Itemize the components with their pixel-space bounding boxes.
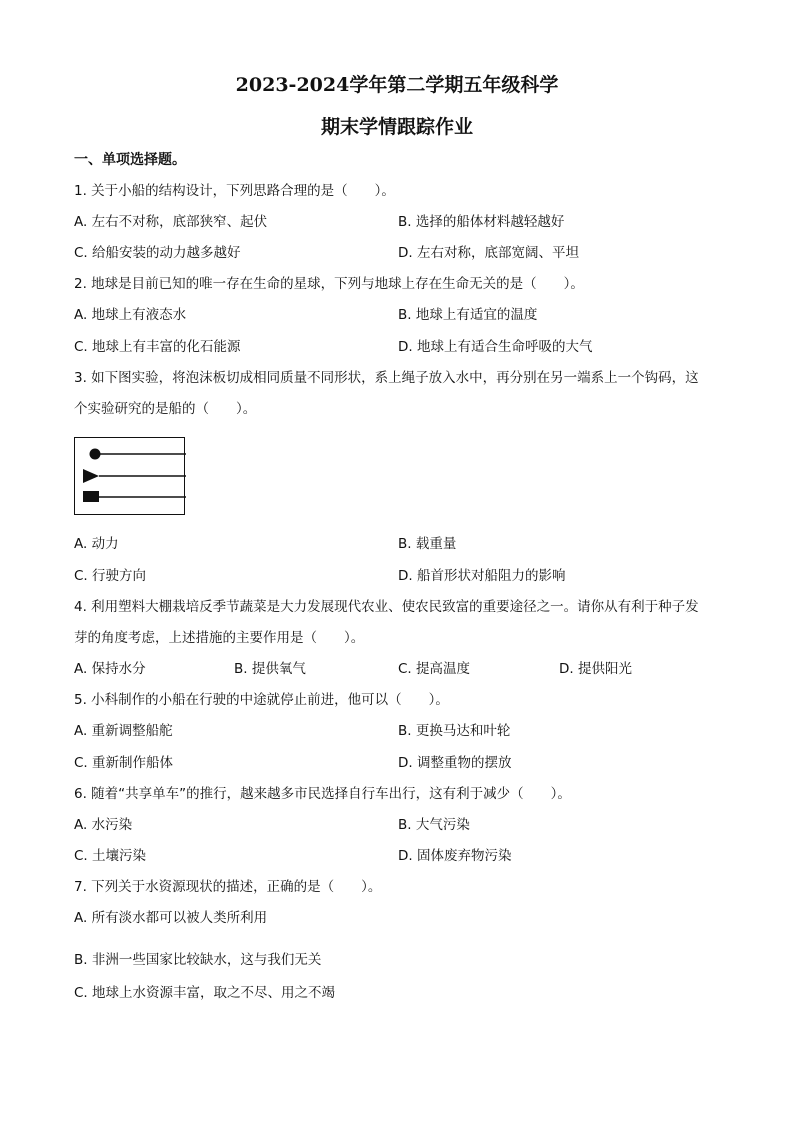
question-5-option-b: B. 更换马达和叶轮 (398, 723, 511, 739)
question-2-option-b: B. 地球上有适宜的温度 (398, 307, 538, 323)
circle-shape-icon (90, 449, 101, 460)
question-4-stem-line2: 芽的角度考虑，上述措施的主要作用是（ ）。 (74, 630, 365, 646)
question-2-option-c: C. 地球上有丰富的化石能源 (74, 339, 241, 355)
question-4-option-d: D. 提供阳光 (559, 661, 632, 677)
question-3-option-d: D. 船首形状对船阻力的影响 (398, 568, 566, 584)
question-3-option-a: A. 动力 (74, 536, 119, 552)
experiment-figure (74, 437, 185, 515)
question-3-option-c: C. 行驶方向 (74, 568, 147, 584)
question-7-option-b: B. 非洲一些国家比较缺水，这与我们无关 (74, 952, 322, 968)
question-6-stem: 6. 随着“共享单车”的推行，越来越多市民选择自行车出行，这有利于减少（ ）。 (74, 786, 571, 802)
question-3-stem-line2: 个实验研究的是船的（ ）。 (74, 401, 257, 417)
document-title: 2023-2024学年第二学期五年级科学 (235, 74, 559, 96)
square-shape-icon (83, 491, 99, 502)
question-2-option-d: D. 地球上有适合生命呼吸的大气 (398, 339, 593, 355)
question-4-option-b: B. 提供氧气 (234, 661, 306, 677)
section-heading: 一、单项选择题。 (74, 152, 186, 168)
question-5-option-c: C. 重新制作船体 (74, 755, 174, 771)
question-2-option-a: A. 地球上有液态水 (74, 307, 187, 323)
question-6-option-c: C. 土壤污染 (74, 848, 147, 864)
question-6-option-d: D. 固体废弃物污染 (398, 848, 512, 864)
foam-shapes-diagram (75, 438, 186, 516)
question-5-stem: 5. 小科制作的小船在行驶的中途就停止前进，他可以（ ）。 (74, 692, 449, 708)
question-1-option-c: C. 给船安装的动力越多越好 (74, 245, 241, 261)
question-3-option-b: B. 载重量 (398, 536, 457, 552)
question-7-stem: 7. 下列关于水资源现状的描述，正确的是（ ）。 (74, 879, 382, 895)
question-1-option-a: A. 左右不对称，底部狭窄、起伏 (74, 214, 268, 230)
question-7-option-a: A. 所有淡水都可以被人类所利用 (74, 910, 268, 926)
question-1-stem: 1. 关于小船的结构设计，下列思路合理的是（ ）。 (74, 183, 395, 199)
question-1-option-b: B. 选择的船体材料越轻越好 (398, 214, 565, 230)
question-4-option-c: C. 提高温度 (398, 661, 471, 677)
document-subtitle: 期末学情跟踪作业 (320, 116, 473, 138)
question-1-option-d: D. 左右对称，底部宽阔、平坦 (398, 245, 579, 261)
triangle-shape-icon (83, 469, 99, 483)
question-5-option-a: A. 重新调整船舵 (74, 723, 173, 739)
question-4-stem-line1: 4. 利用塑料大棚栽培反季节蔬菜是大力发展现代农业、使农民致富的重要途径之一。请你从有利于种子发 (74, 599, 699, 615)
question-7-option-c: C. 地球上水资源丰富，取之不尽、用之不竭 (74, 985, 336, 1001)
question-5-option-d: D. 调整重物的摆放 (398, 755, 512, 771)
question-6-option-a: A. 水污染 (74, 817, 133, 833)
question-2-stem: 2. 地球是目前已知的唯一存在生命的星球，下列与地球上存在生命无关的是（ ）。 (74, 276, 584, 292)
question-4-option-a: A. 保持水分 (74, 661, 146, 677)
question-3-stem-line1: 3. 如下图实验，将泡沫板切成相同质量不同形状，系上绳子放入水中，再分别在另一端系上一个钩码，这 (74, 370, 699, 386)
question-6-option-b: B. 大气污染 (398, 817, 470, 833)
